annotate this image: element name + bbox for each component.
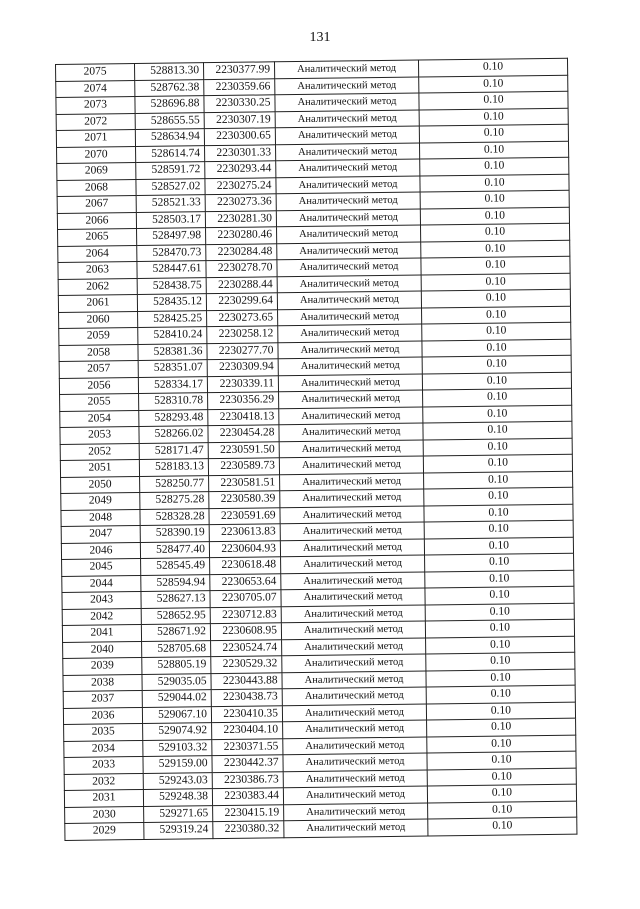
accuracy-cell: 0.10 <box>420 223 569 241</box>
y-coordinate-cell: 2230371.55 <box>212 738 283 755</box>
y-coordinate-cell: 2230356.29 <box>208 392 279 409</box>
y-coordinate-cell: 2230359.66 <box>204 78 275 95</box>
y-coordinate-cell: 2230524.74 <box>211 639 282 656</box>
x-coordinate-cell: 529319.24 <box>144 822 213 839</box>
point-number-cell: 2072 <box>56 113 135 130</box>
point-number-cell: 2062 <box>58 278 137 295</box>
accuracy-cell: 0.10 <box>421 240 570 258</box>
accuracy-cell: 0.10 <box>424 487 573 505</box>
point-number-cell: 2061 <box>58 295 137 312</box>
x-coordinate-cell: 528390.19 <box>140 525 209 542</box>
point-number-cell: 2055 <box>60 394 139 411</box>
accuracy-cell: 0.10 <box>427 735 576 753</box>
y-coordinate-cell: 2230309.94 <box>207 359 278 376</box>
y-coordinate-cell: 2230339.11 <box>207 375 278 392</box>
method-cell: Аналитический метод <box>275 93 419 111</box>
accuracy-cell: 0.10 <box>419 108 568 126</box>
x-coordinate-cell: 528671.92 <box>141 624 210 641</box>
point-number-cell: 2060 <box>59 311 138 328</box>
accuracy-cell: 0.10 <box>420 207 569 225</box>
point-number-cell: 2071 <box>56 130 135 147</box>
point-number-cell: 2045 <box>62 558 141 575</box>
x-coordinate-cell: 528614.74 <box>136 145 205 162</box>
accuracy-cell: 0.10 <box>425 619 574 637</box>
method-cell: Аналитический метод <box>279 407 423 425</box>
accuracy-cell: 0.10 <box>422 306 571 324</box>
point-number-cell: 2056 <box>59 377 138 394</box>
accuracy-cell: 0.10 <box>422 355 571 373</box>
y-coordinate-cell: 2230330.25 <box>204 95 275 112</box>
point-number-cell: 2066 <box>57 212 136 229</box>
accuracy-cell: 0.10 <box>424 504 573 522</box>
y-coordinate-cell: 2230454.28 <box>208 425 279 442</box>
y-coordinate-cell: 2230410.35 <box>211 705 282 722</box>
x-coordinate-cell: 528266.02 <box>139 426 208 443</box>
table-body <box>56 58 577 840</box>
point-number-cell: 2037 <box>63 690 142 707</box>
method-cell: Аналитический метод <box>281 605 425 623</box>
accuracy-cell: 0.10 <box>422 339 571 357</box>
y-coordinate-cell: 2230613.83 <box>209 524 280 541</box>
accuracy-cell: 0.10 <box>424 537 573 555</box>
accuracy-cell: 0.10 <box>425 553 574 571</box>
point-number-cell: 2040 <box>63 641 142 658</box>
accuracy-cell: 0.10 <box>426 702 575 720</box>
method-cell: Аналитический метод <box>280 539 424 557</box>
x-coordinate-cell: 529248.38 <box>143 789 212 806</box>
method-cell: Аналитический метод <box>278 341 422 359</box>
accuracy-cell: 0.10 <box>419 124 568 142</box>
y-coordinate-cell: 2230653.64 <box>210 573 281 590</box>
method-cell: Аналитический метод <box>281 555 425 573</box>
x-coordinate-cell: 528477.40 <box>140 541 209 558</box>
y-coordinate-cell: 2230705.07 <box>210 590 281 607</box>
method-cell: Аналитический метод <box>275 110 419 128</box>
method-cell: Аналитический метод <box>280 473 424 491</box>
point-number-cell: 2054 <box>60 410 139 427</box>
point-number-cell: 2034 <box>64 740 143 757</box>
x-coordinate-cell: 529067.10 <box>142 706 211 723</box>
y-coordinate-cell: 2230277.70 <box>207 342 278 359</box>
method-cell: Аналитический метод <box>282 654 426 672</box>
y-coordinate-cell: 2230293.44 <box>205 161 276 178</box>
point-number-cell: 2029 <box>65 822 144 839</box>
accuracy-cell: 0.10 <box>426 636 575 654</box>
point-number-cell: 2039 <box>63 657 142 674</box>
accuracy-cell: 0.10 <box>421 256 570 274</box>
point-number-cell: 2050 <box>61 476 140 493</box>
method-cell: Аналитический метод <box>277 258 421 276</box>
method-cell: Аналитический метод <box>279 390 423 408</box>
x-coordinate-cell: 528183.13 <box>139 459 208 476</box>
accuracy-cell: 0.10 <box>421 289 570 307</box>
y-coordinate-cell: 2230273.65 <box>207 309 278 326</box>
point-number-cell: 2031 <box>64 789 143 806</box>
x-coordinate-cell: 529159.00 <box>143 756 212 773</box>
accuracy-cell: 0.10 <box>423 405 572 423</box>
method-cell: Аналитический метод <box>281 621 425 639</box>
method-cell: Аналитический метод <box>281 572 425 590</box>
accuracy-cell: 0.10 <box>427 718 576 736</box>
y-coordinate-cell: 2230281.30 <box>205 210 276 227</box>
x-coordinate-cell: 528652.95 <box>141 607 210 624</box>
point-number-cell: 2032 <box>64 773 143 790</box>
x-coordinate-cell: 528696.88 <box>135 96 204 113</box>
coordinates-table <box>55 58 577 841</box>
accuracy-cell: 0.10 <box>422 322 571 340</box>
method-cell: Аналитический метод <box>283 786 427 804</box>
accuracy-cell: 0.10 <box>425 570 574 588</box>
accuracy-cell: 0.10 <box>419 141 568 159</box>
method-cell: Аналитический метод <box>279 423 423 441</box>
x-coordinate-cell: 528627.13 <box>141 591 210 608</box>
x-coordinate-cell: 528410.24 <box>138 327 207 344</box>
x-coordinate-cell: 528438.75 <box>137 277 206 294</box>
x-coordinate-cell: 528634.94 <box>135 129 204 146</box>
method-cell: Аналитический метод <box>276 209 420 227</box>
method-cell: Аналитический метод <box>278 308 422 326</box>
accuracy-cell: 0.10 <box>428 801 577 819</box>
y-coordinate-cell: 2230529.32 <box>211 656 282 673</box>
y-coordinate-cell: 2230300.65 <box>204 128 275 145</box>
method-cell: Аналитический метод <box>279 456 423 474</box>
method-cell: Аналитический метод <box>282 687 426 705</box>
accuracy-cell: 0.10 <box>427 768 576 786</box>
method-cell: Аналитический метод <box>280 489 424 507</box>
method-cell: Аналитический метод <box>283 770 427 788</box>
y-coordinate-cell: 2230288.44 <box>206 276 277 293</box>
accuracy-cell: 0.10 <box>426 669 575 687</box>
accuracy-cell: 0.10 <box>424 520 573 538</box>
x-coordinate-cell: 529035.05 <box>142 673 211 690</box>
x-coordinate-cell: 528447.61 <box>137 261 206 278</box>
x-coordinate-cell: 528813.30 <box>135 63 204 80</box>
point-number-cell: 2075 <box>56 64 135 81</box>
accuracy-cell: 0.10 <box>428 817 577 835</box>
point-number-cell: 2047 <box>61 525 140 542</box>
y-coordinate-cell: 2230618.48 <box>210 557 281 574</box>
accuracy-cell: 0.10 <box>427 751 576 769</box>
y-coordinate-cell: 2230443.88 <box>211 672 282 689</box>
x-coordinate-cell: 528762.38 <box>135 79 204 96</box>
y-coordinate-cell: 2230608.95 <box>210 623 281 640</box>
point-number-cell: 2033 <box>64 756 143 773</box>
x-coordinate-cell: 528527.02 <box>136 178 205 195</box>
method-cell: Аналитический метод <box>275 126 419 144</box>
accuracy-cell: 0.10 <box>423 438 572 456</box>
accuracy-cell: 0.10 <box>426 652 575 670</box>
point-number-cell: 2053 <box>60 427 139 444</box>
point-number-cell: 2052 <box>60 443 139 460</box>
method-cell: Аналитический метод <box>278 324 422 342</box>
x-coordinate-cell: 528310.78 <box>139 393 208 410</box>
x-coordinate-cell: 528705.68 <box>142 640 211 657</box>
method-cell: Аналитический метод <box>277 275 421 293</box>
x-coordinate-cell: 528591.72 <box>136 162 205 179</box>
x-coordinate-cell: 529044.02 <box>142 690 211 707</box>
accuracy-cell: 0.10 <box>423 421 572 439</box>
x-coordinate-cell: 528545.49 <box>141 558 210 575</box>
method-cell: Аналитический метод <box>282 638 426 656</box>
point-number-cell: 2044 <box>62 575 141 592</box>
accuracy-cell: 0.10 <box>419 75 568 93</box>
y-coordinate-cell: 2230301.33 <box>205 144 276 161</box>
point-number-cell: 2067 <box>57 196 136 213</box>
point-number-cell: 2048 <box>61 509 140 526</box>
y-coordinate-cell: 2230589.73 <box>208 458 279 475</box>
y-coordinate-cell: 2230415.19 <box>213 804 284 821</box>
y-coordinate-cell: 2230280.46 <box>206 227 277 244</box>
y-coordinate-cell: 2230278.70 <box>206 260 277 277</box>
point-number-cell: 2063 <box>58 262 137 279</box>
x-coordinate-cell: 529243.03 <box>143 772 212 789</box>
y-coordinate-cell: 2230284.48 <box>206 243 277 260</box>
x-coordinate-cell: 528293.48 <box>139 409 208 426</box>
y-coordinate-cell: 2230591.69 <box>209 507 280 524</box>
point-number-cell: 2068 <box>57 179 136 196</box>
point-number-cell: 2042 <box>62 608 141 625</box>
x-coordinate-cell: 528497.98 <box>137 228 206 245</box>
point-number-cell: 2030 <box>65 806 144 823</box>
accuracy-cell: 0.10 <box>425 586 574 604</box>
x-coordinate-cell: 528503.17 <box>136 211 205 228</box>
method-cell: Аналитический метод <box>275 143 419 161</box>
point-number-cell: 2036 <box>63 707 142 724</box>
x-coordinate-cell: 529271.65 <box>144 805 213 822</box>
y-coordinate-cell: 2230275.24 <box>205 177 276 194</box>
y-coordinate-cell: 2230712.83 <box>210 606 281 623</box>
point-number-cell: 2065 <box>58 229 137 246</box>
method-cell: Аналитический метод <box>274 60 418 78</box>
accuracy-cell: 0.10 <box>420 174 569 192</box>
y-coordinate-cell: 2230438.73 <box>211 689 282 706</box>
accuracy-cell: 0.10 <box>424 471 573 489</box>
x-coordinate-cell: 528334.17 <box>138 376 207 393</box>
method-cell: Аналитический метод <box>282 704 426 722</box>
x-coordinate-cell: 528425.25 <box>138 310 207 327</box>
point-number-cell: 2058 <box>59 344 138 361</box>
method-cell: Аналитический метод <box>276 192 420 210</box>
y-coordinate-cell: 2230580.39 <box>209 491 280 508</box>
accuracy-cell: 0.10 <box>420 157 569 175</box>
accuracy-cell: 0.10 <box>425 603 574 621</box>
y-coordinate-cell: 2230386.73 <box>212 771 283 788</box>
method-cell: Аналитический метод <box>283 753 427 771</box>
accuracy-cell: 0.10 <box>421 273 570 291</box>
y-coordinate-cell: 2230380.32 <box>213 821 284 838</box>
accuracy-cell: 0.10 <box>418 58 567 76</box>
method-cell: Аналитический метод <box>277 291 421 309</box>
accuracy-cell: 0.10 <box>426 685 575 703</box>
method-cell: Аналитический метод <box>276 159 420 177</box>
point-number-cell: 2059 <box>59 328 138 345</box>
y-coordinate-cell: 2230591.50 <box>208 441 279 458</box>
accuracy-cell: 0.10 <box>420 190 569 208</box>
point-number-cell: 2049 <box>61 492 140 509</box>
y-coordinate-cell: 2230383.44 <box>212 788 283 805</box>
x-coordinate-cell: 528521.33 <box>136 195 205 212</box>
y-coordinate-cell: 2230307.19 <box>204 111 275 128</box>
point-number-cell: 2038 <box>63 674 142 691</box>
x-coordinate-cell: 528275.28 <box>140 492 209 509</box>
y-coordinate-cell: 2230581.51 <box>209 474 280 491</box>
point-number-cell: 2043 <box>62 591 141 608</box>
x-coordinate-cell: 528594.94 <box>141 574 210 591</box>
point-number-cell: 2035 <box>64 723 143 740</box>
method-cell: Аналитический метод <box>277 242 421 260</box>
accuracy-cell: 0.10 <box>419 91 568 109</box>
point-number-cell: 2073 <box>56 97 135 114</box>
x-coordinate-cell: 528381.36 <box>138 343 207 360</box>
accuracy-cell: 0.10 <box>423 454 572 472</box>
method-cell: Аналитический метод <box>283 737 427 755</box>
point-number-cell: 2070 <box>57 146 136 163</box>
point-number-cell: 2069 <box>57 163 136 180</box>
x-coordinate-cell: 529074.92 <box>143 723 212 740</box>
page-number: 131 <box>309 30 331 45</box>
point-number-cell: 2064 <box>58 245 137 262</box>
method-cell: Аналитический метод <box>279 440 423 458</box>
y-coordinate-cell: 2230273.36 <box>205 194 276 211</box>
method-cell: Аналитический метод <box>278 357 422 375</box>
y-coordinate-cell: 2230299.64 <box>206 293 277 310</box>
point-number-cell: 2074 <box>56 80 135 97</box>
method-cell: Аналитический метод <box>276 176 420 194</box>
method-cell: Аналитический метод <box>275 77 419 95</box>
x-coordinate-cell: 528328.28 <box>140 508 209 525</box>
point-number-cell: 2046 <box>61 542 140 559</box>
accuracy-cell: 0.10 <box>422 372 571 390</box>
x-coordinate-cell: 528805.19 <box>142 657 211 674</box>
y-coordinate-cell: 2230258.12 <box>207 326 278 343</box>
y-coordinate-cell: 2230604.93 <box>209 540 280 557</box>
point-number-cell: 2051 <box>60 459 139 476</box>
accuracy-cell: 0.10 <box>427 784 576 802</box>
x-coordinate-cell: 528250.77 <box>140 475 209 492</box>
x-coordinate-cell: 528655.55 <box>135 112 204 129</box>
method-cell: Аналитический метод <box>278 374 422 392</box>
method-cell: Аналитический метод <box>280 506 424 524</box>
x-coordinate-cell: 528171.47 <box>139 442 208 459</box>
method-cell: Аналитический метод <box>284 819 428 837</box>
y-coordinate-cell: 2230418.13 <box>208 408 279 425</box>
method-cell: Аналитический метод <box>277 225 421 243</box>
method-cell: Аналитический метод <box>280 522 424 540</box>
point-number-cell: 2041 <box>62 624 141 641</box>
x-coordinate-cell: 528470.73 <box>137 244 206 261</box>
y-coordinate-cell: 2230404.10 <box>212 722 283 739</box>
accuracy-cell: 0.10 <box>423 388 572 406</box>
y-coordinate-cell: 2230442.37 <box>212 755 283 772</box>
x-coordinate-cell: 529103.32 <box>143 739 212 756</box>
method-cell: Аналитический метод <box>282 671 426 689</box>
y-coordinate-cell: 2230377.99 <box>203 62 274 79</box>
x-coordinate-cell: 528351.07 <box>138 360 207 377</box>
method-cell: Аналитический метод <box>284 803 428 821</box>
method-cell: Аналитический метод <box>281 588 425 606</box>
point-number-cell: 2057 <box>59 361 138 378</box>
method-cell: Аналитический метод <box>283 720 427 738</box>
x-coordinate-cell: 528435.12 <box>137 294 206 311</box>
